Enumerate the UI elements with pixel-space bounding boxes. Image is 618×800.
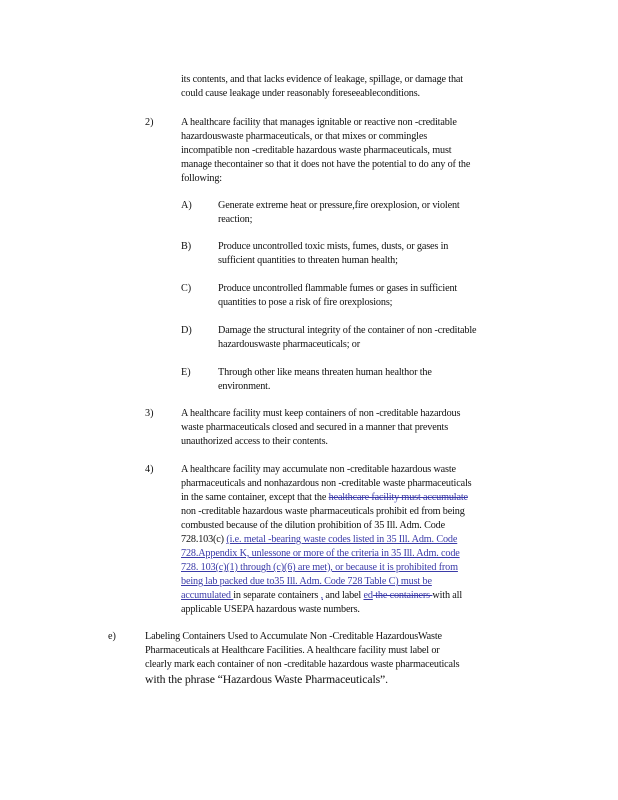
text-line: A healthcare facility that manages ignitable or reactive non -creditable [181,117,457,128]
text-run: with all [432,590,463,601]
text-line: quantities to pose a risk of fire orexplosions; [218,297,393,308]
text-line: manage thecontainer so that it does not have the potential to do any of the [181,159,471,170]
text-line: incompatible non -creditable hazardous waste pharmaceuticals, must [181,145,452,156]
text-line: reaction; [218,214,253,225]
deleted-text: the containers [372,590,433,601]
text-line: hazardouswaste pharmaceuticals, or that mixes or commingles [181,131,428,142]
text-line [181,589,531,603]
text-line [181,533,531,547]
text-run: and label [323,590,364,601]
text-line: environment. [218,381,271,392]
text-line: non -creditable hazardous waste pharmaceuticals prohibit ed from being [181,506,465,517]
subitem-number: E) [181,367,191,378]
item-4-paragraph [181,463,531,617]
subitem-number: D) [181,325,192,336]
text-line: waste pharmaceuticals closed and secured in a manner that prevents [181,422,449,433]
item-number: 4) [145,464,154,475]
text-line: combusted because of the dilution prohibition of 35 Ill. Adm. Code [181,520,445,531]
inserted-text: (i.e. metal -bearing waste codes listed in 35 Ill. Adm. Code [226,534,458,545]
text-line: following: [181,173,222,184]
item-number: 3) [145,408,154,419]
inserted-text: ed [363,590,373,601]
text-line: A healthcare facility may accumulate non -creditable hazardous waste [181,464,456,475]
item-3-paragraph [181,407,521,449]
text-line: clearly mark each container of non -creditable hazardous waste pharmaceuticals [145,659,460,670]
text-line: with the phrase “Hazardous Waste Pharmaceuticals”. [145,672,388,686]
inserted-text: being lab packed due to35 Ill. Adm. Code 728 Table C) must be [181,576,432,587]
text-line: applicable USEPA hazardous waste numbers. [181,604,360,615]
text-line: A healthcare facility must keep containers of non -creditable hazardous [181,408,461,419]
continuation-paragraph [181,73,531,101]
item-number: 2) [145,117,154,128]
inserted-text: 728. 103(c)(1) through (c)(6) are met), or because it is prohibited from [181,562,458,573]
text-line: Produce uncontrolled toxic mists, fumes, dusts, or gases in [218,241,449,252]
item-2-paragraph [181,116,541,186]
text-line: could cause leakage under reasonably foreseeableconditions. [181,88,420,99]
text-line: Labeling Containers Used to Accumulate Non -Creditable HazardousWaste [145,631,442,642]
subitem-paragraph [218,199,518,227]
text-line: Generate extreme heat or pressure,fire orexplosion, or violent [218,200,460,211]
subitem-paragraph [218,240,518,268]
text-line: Pharmaceuticals at Healthcare Facilities. A healthcare facility must label or [145,645,440,656]
section-number: e) [108,631,116,642]
text-line: Produce uncontrolled flammable fumes or gases in sufficient [218,283,458,294]
text-run: 728.103(c) [181,534,227,545]
section-e-paragraph [145,630,525,686]
subitem-paragraph [218,282,518,310]
inserted-text: 728.Appendix K, unlessone or more of the criteria in 35 Ill. Adm. code [181,548,460,559]
text-line: pharmaceuticals and nonhazardous non -creditable waste pharmaceuticals [181,478,472,489]
deleted-text: healthcare facility must accumulate [328,492,468,503]
text-line: sufficient quantities to threaten human health; [218,255,398,266]
text-run: in separate containers [233,590,321,601]
subitem-paragraph [218,324,538,352]
inserted-text: accumulated [181,590,234,601]
subitem-number: B) [181,241,192,252]
text-line: Damage the structural integrity of the container of non -creditable [218,325,477,336]
text-line: its contents, and that lacks evidence of leakage, spillage, or damage that [181,74,463,85]
subitem-number: A) [181,200,192,211]
text-line [181,491,531,505]
text-run: in the same container, except that the [181,492,329,503]
inserted-text: , [320,590,323,601]
subitem-number: C) [181,283,192,294]
subitem-paragraph [218,366,518,394]
text-line: unauthorized access to their contents. [181,436,328,447]
text-line: Through other like means threaten human healthor the [218,367,432,378]
text-line: hazardouswaste pharmaceuticals; or [218,339,360,350]
